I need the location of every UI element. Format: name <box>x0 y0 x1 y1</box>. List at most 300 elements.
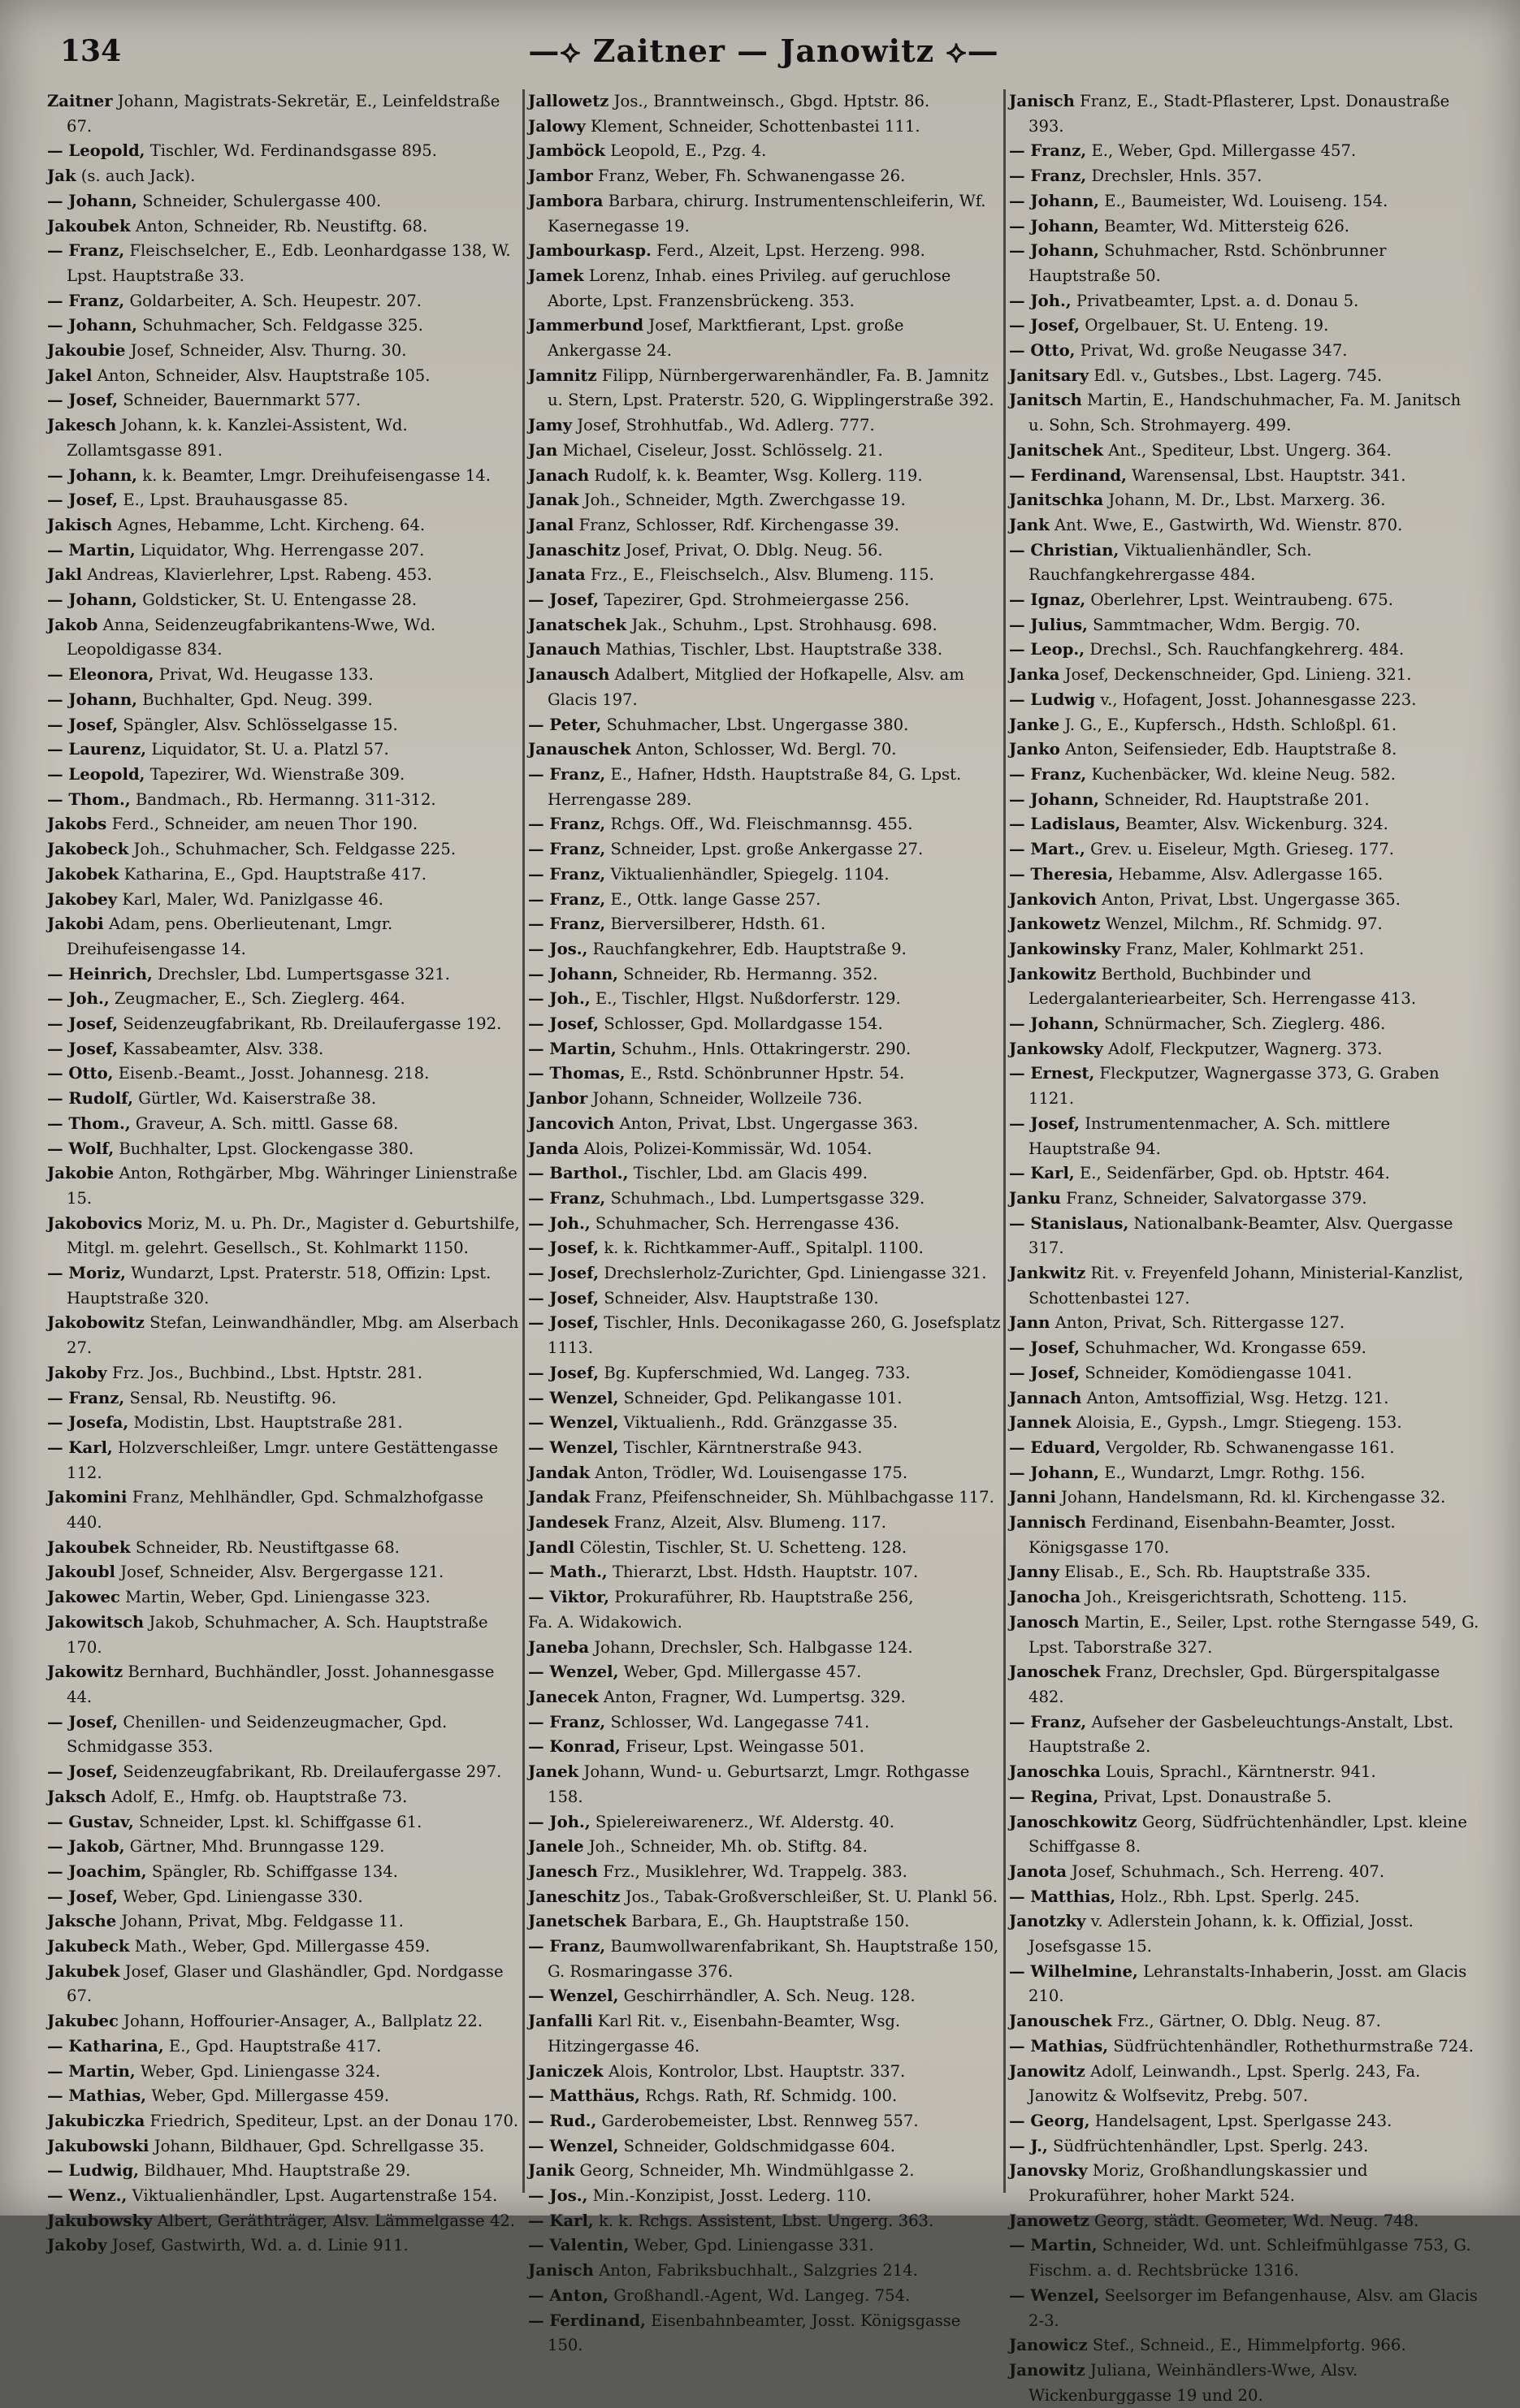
entry-name: Jaksch <box>47 1787 106 1806</box>
entry-name: — Wolf, <box>47 1139 115 1158</box>
entry-name: Jaksche <box>47 1912 117 1931</box>
directory-entry <box>47 1112 520 1137</box>
directory-entry <box>47 1012 520 1037</box>
entry-name: — Joh., <box>1009 291 1072 310</box>
entry-name: Jakobie <box>47 1164 115 1183</box>
entry-name: — Konrad, <box>528 1737 621 1757</box>
entry-details: Schuhmach., Lbd. Lumpertsgasse 329. <box>610 1188 925 1208</box>
entry-name: Janocha <box>1009 1588 1081 1607</box>
entry-details: Baumwollwarenfabrikant, Sh. Hauptstraße 150, G. Rosmaringasse 376. <box>548 1937 999 1981</box>
directory-entry <box>47 1909 520 1935</box>
entry-name: Janowetz <box>1009 2211 1089 2230</box>
entry-details: Johann, Privat, Mbg. Feldgasse 11. <box>121 1912 404 1931</box>
directory-entry <box>528 888 1001 913</box>
entry-details: Friedrich, Spediteur, Lpst. an der Donau 170. <box>149 2111 519 2130</box>
directory-entry <box>1009 1311 1480 1336</box>
entry-name: — Ferdinand, <box>528 2311 646 2330</box>
entry-name: Jakel <box>47 365 93 385</box>
entry-details: Oberlehrer, Lpst. Weintraubeng. 675. <box>1090 590 1393 610</box>
directory-entry <box>528 1610 1001 1636</box>
directory-entry <box>47 364 520 389</box>
entry-details: Weber, Gpd. Liniengasse 330. <box>123 1887 363 1906</box>
entry-details: Schneider, Rd. Hauptstraße 201. <box>1104 789 1370 809</box>
entry-name: — Johann, <box>528 964 619 984</box>
directory-entry <box>1009 837 1480 862</box>
entry-details: Weber, Gpd. Liniengasse 324. <box>140 2061 381 2081</box>
entry-name: — Josef, <box>47 1712 119 1731</box>
entry-name: — Josefa, <box>47 1413 129 1433</box>
entry-name: — Josef, <box>47 1887 119 1906</box>
directory-entry <box>47 1560 520 1585</box>
entry-name: — Martin, <box>1009 2236 1098 2255</box>
directory-entry <box>528 1485 1001 1511</box>
entry-name: — Josef, <box>1009 1338 1080 1358</box>
directory-entry <box>47 1361 520 1386</box>
directory-entry <box>528 1386 1001 1412</box>
directory-entry <box>47 1261 520 1311</box>
directory-entry <box>528 1012 1001 1037</box>
directory-entry <box>1009 1560 1480 1585</box>
directory-entry <box>1009 1461 1480 1486</box>
entry-name: — Josef, <box>47 1762 119 1782</box>
entry-details: Großhandl.-Agent, Wd. Langeg. 754. <box>613 2285 911 2305</box>
entry-details: k. k. Rchgs. Assistent, Lbst. Ungerg. 363. <box>598 2211 934 2230</box>
directory-entry <box>528 1137 1001 1162</box>
directory-entry <box>47 164 520 189</box>
entry-details: Georg, Schneider, Mh. Windmühlgasse 2. <box>579 2161 915 2181</box>
entry-details: Alois, Kontrolor, Lbst. Hauptstr. 337. <box>608 2061 906 2081</box>
entry-details: Josef, Schuhmach., Sch. Herreng. 407. <box>1072 1861 1385 1881</box>
entry-details: E., Weber, Gpd. Millergasse 457. <box>1091 141 1357 161</box>
directory-entry <box>47 1810 520 1835</box>
directory-entry <box>1009 2333 1480 2358</box>
entry-name: — Ludwig <box>1009 690 1096 709</box>
entry-details: Hebamme, Alsv. Adlergasse 165. <box>1118 864 1384 884</box>
entry-name: — Josef, <box>47 391 119 410</box>
entry-name: Jamnitz <box>528 365 597 385</box>
directory-entry <box>528 563 1001 588</box>
entry-details: Garderobemeister, Lbst. Rennweg 557. <box>601 2111 919 2130</box>
directory-entry <box>528 837 1001 862</box>
entry-details: Franz, Maler, Kohlmarkt 251. <box>1125 939 1364 958</box>
directory-entry <box>47 1061 520 1087</box>
entry-details: (s. auch Jack). <box>80 166 196 186</box>
entry-name: — Johann, <box>1009 1014 1100 1034</box>
directory-entry <box>1009 89 1480 139</box>
directory-entry <box>47 413 520 463</box>
entry-name: — Thom., <box>47 1113 131 1133</box>
entry-name: — Josef, <box>528 1239 600 1258</box>
entry-name: — Josef, <box>1009 1363 1080 1382</box>
entry-name: — Franz, <box>528 840 606 859</box>
directory-entry <box>528 638 1001 663</box>
entry-name: Janitschek <box>1009 440 1103 460</box>
entry-name: Jakoubl <box>47 1563 116 1582</box>
directory-entry <box>1009 164 1480 189</box>
entry-name: Jamböck <box>528 141 605 161</box>
directory-entry <box>1009 937 1480 962</box>
entry-details: Adolf, E., Hmfg. ob. Hauptstraße 73. <box>110 1787 408 1806</box>
directory-entry <box>1009 214 1480 240</box>
directory-entry <box>528 1311 1001 1360</box>
entry-name: Jakubowski <box>47 2136 149 2155</box>
directory-entry <box>47 663 520 688</box>
entry-name: Janauch <box>528 640 601 659</box>
entry-name: Janauschek <box>528 740 631 759</box>
entry-details: Johann, Bildhauer, Gpd. Schrellgasse 35. <box>154 2136 485 2155</box>
directory-entry <box>1009 2159 1480 2208</box>
entry-details: Lehranstalts-Inhaberin, Josst. am Glacis 210. <box>1028 1961 1467 2006</box>
entry-name: Jakubek <box>47 1961 120 1981</box>
directory-entry <box>528 464 1001 489</box>
entry-details: Josef, Glaser und Glashändler, Gpd. Nordgasse 67. <box>67 1961 504 2006</box>
entry-name: — Johann, <box>1009 191 1100 210</box>
directory-entry <box>1009 1037 1480 1062</box>
entry-details: Graveur, A. Sch. mittl. Gasse 68. <box>135 1113 399 1133</box>
directory-entry <box>47 1485 520 1535</box>
column-divider <box>1003 89 1006 2193</box>
entry-name: — Franz, <box>1009 141 1087 161</box>
directory-entry <box>528 613 1001 638</box>
directory-entry <box>528 1560 1001 1585</box>
directory-entry <box>1009 464 1480 489</box>
directory-entry <box>47 1785 520 1810</box>
directory-entry <box>47 2233 520 2259</box>
directory-entry <box>47 962 520 988</box>
entry-name: — Wenzel, <box>528 1413 619 1433</box>
entry-details: E., Baumeister, Wd. Louiseng. 154. <box>1104 191 1388 210</box>
directory-entry <box>47 89 520 139</box>
entry-details: Goldarbeiter, A. Sch. Heupestr. 207. <box>129 291 422 310</box>
entry-details: Gärtner, Mhd. Brunngasse 129. <box>129 1837 385 1857</box>
entry-details: Grev. u. Eiseleur, Mgth. Grieseg. 177. <box>1090 840 1395 859</box>
directory-entry <box>528 862 1001 888</box>
entry-details: Viktualienhändler, Lpst. Augartenstraße 154. <box>132 2186 498 2206</box>
entry-details: Bierversilberer, Hdsth. 61. <box>610 914 826 934</box>
entry-name: — Karl, <box>47 1437 113 1457</box>
directory-entry <box>528 488 1001 513</box>
directory-entry <box>528 2209 1001 2234</box>
directory-entry <box>1009 962 1480 1012</box>
directory-entry <box>528 1885 1001 1910</box>
entry-name: Jakoby <box>47 1363 107 1382</box>
entry-details: Franz, Mehlhändler, Gpd. Schmalzhofgasse 440. <box>67 1488 483 1533</box>
entry-name: — Georg, <box>1009 2111 1090 2130</box>
entry-name: Jakubowsky <box>47 2211 153 2230</box>
directory-entry <box>1009 788 1480 813</box>
entry-name: — Ernest, <box>1009 1064 1095 1083</box>
entry-details: Weber, Gpd. Millergasse 459. <box>151 2086 390 2106</box>
entry-name: Jakobi <box>47 914 104 934</box>
directory-entry <box>1009 1012 1480 1037</box>
entry-name: — Wenzel, <box>528 1986 619 2006</box>
directory-entry <box>47 1436 520 1485</box>
directory-entry <box>528 2309 1001 2358</box>
directory-entry <box>1009 2284 1480 2333</box>
entry-name: Jancovich <box>528 1113 615 1133</box>
entry-details: Seelsorger im Befangenhause, Alsv. am Glacis 2-3. <box>1028 2285 1478 2330</box>
entry-details: Orgelbauer, St. U. Enteng. 19. <box>1085 316 1329 335</box>
entry-name: — Jos., <box>528 939 588 958</box>
entry-details: v. Adlerstein Johann, k. k. Offizial, Josst. Josefsgasse 15. <box>1028 1912 1414 1956</box>
entry-name: Janeschitz <box>528 1887 621 1906</box>
directory-entry <box>528 1461 1001 1486</box>
entry-name: — Josef, <box>47 1014 119 1034</box>
directory-entry <box>1009 812 1480 837</box>
entry-name: — Josef, <box>47 715 119 734</box>
directory-entry <box>47 1835 520 1860</box>
entry-name: — Josef, <box>1009 1113 1080 1133</box>
entry-name: — Franz, <box>528 914 606 934</box>
entry-name: — Josef, <box>528 590 600 610</box>
directory-entry <box>528 1585 1001 1610</box>
directory-entry <box>528 364 1001 413</box>
entry-details: Privat, Wd. große Neugasse 347. <box>1080 341 1348 361</box>
entry-name: Jallowetz <box>528 92 609 110</box>
entry-name: Janak <box>528 491 579 510</box>
entry-details: Südfrüchtenhändler, Lpst. Sperlg. 243. <box>1053 2136 1369 2155</box>
entry-details: Fleckputzer, Wagnergasse 373, G. Graben 1121. <box>1028 1064 1440 1109</box>
entry-details: E., Ottk. lange Gasse 257. <box>610 889 821 909</box>
entry-details: Joh., Schuhmacher, Sch. Feldgasse 225. <box>133 840 457 859</box>
entry-name: — Johann, <box>1009 789 1100 809</box>
directory-entry <box>1009 1112 1480 1161</box>
directory-entry <box>47 2159 520 2184</box>
directory-entry <box>1009 1261 1480 1311</box>
directory-entry <box>528 1187 1001 1212</box>
entry-name: Janko <box>1009 740 1060 759</box>
entry-details: Anton, Schneider, Rb. Neustiftg. 68. <box>135 216 428 236</box>
directory-entry <box>1009 1785 1480 1810</box>
entry-name: Janny <box>1009 1563 1059 1582</box>
directory-entry <box>528 2009 1001 2059</box>
entry-details: Josef, Schneider, Alsv. Thurng. 30. <box>130 341 407 361</box>
entry-details: Jak., Schuhm., Lpst. Strohhausg. 698. <box>631 615 938 634</box>
directory-entry <box>1009 2009 1480 2034</box>
directory-entry <box>528 1685 1001 1710</box>
entry-name: — Leopold, <box>47 141 145 161</box>
entry-details: Ant., Spediteur, Lbst. Ungerg. 364. <box>1108 440 1392 460</box>
directory-entry <box>528 812 1001 837</box>
entry-details: Bildhauer, Mhd. Hauptstraße 29. <box>144 2161 411 2181</box>
directory-entry <box>1009 1361 1480 1386</box>
entry-details: Georg, städt. Geometer, Wd. Neug. 748. <box>1094 2211 1419 2230</box>
entry-details: Franz, Weber, Fh. Schwanengasse 26. <box>598 166 906 186</box>
directory-entry <box>528 513 1001 538</box>
entry-name: — Barthol., <box>528 1164 629 1183</box>
entry-details: Leopold, E., Pzg. 4. <box>610 141 767 161</box>
directory-entry <box>47 214 520 240</box>
directory-entry <box>528 1860 1001 1885</box>
entry-name: Jandl <box>528 1537 575 1557</box>
entry-name: Janetschek <box>528 1912 626 1931</box>
entry-details: Adalbert, Mitglied der Hofkapelle, Alsv. am Glacis 197. <box>548 665 964 709</box>
entry-details: Franz, Schlosser, Rdf. Kirchengasse 39. <box>578 515 899 534</box>
entry-name: Janovsky <box>1009 2161 1088 2181</box>
entry-details: Adolf, Fleckputzer, Wagnerg. 373. <box>1107 1039 1383 1058</box>
entry-details: Drechsler, Lbd. Lumpertsgasse 321. <box>158 964 450 984</box>
entry-details: Louis, Sprachl., Kärntnerstr. 941. <box>1106 1762 1376 1782</box>
entry-details: Buchhalter, Lpst. Glockengasse 380. <box>119 1139 414 1158</box>
entry-name: — Jos., <box>528 2186 588 2206</box>
directory-entry <box>47 488 520 513</box>
directory-entry <box>47 1037 520 1062</box>
entry-name: — Otto, <box>1009 341 1076 361</box>
entry-details: Spielereiwarenerz., Wf. Alderstg. 40. <box>595 1812 894 1831</box>
directory-entry <box>47 1760 520 1785</box>
directory-entry <box>528 1909 1001 1935</box>
entry-name: Janowitz <box>1009 2360 1085 2380</box>
entry-details: Viktualienhändler, Sch. Rauchfangkehrergasse 484. <box>1028 540 1312 585</box>
directory-entry <box>1009 1885 1480 1910</box>
entry-details: Math., Weber, Gpd. Millergasse 459. <box>134 1937 431 1956</box>
entry-details: Joh., Kreisgerichtsrath, Schotteng. 115. <box>1085 1588 1407 1607</box>
entry-name: Jambor <box>528 166 593 186</box>
directory-entry <box>528 2233 1001 2259</box>
entry-details: Spängler, Alsv. Schlösselgasse 15. <box>123 715 398 734</box>
entry-details: Rchgs. Off., Wd. Fleischmannsg. 455. <box>610 815 913 834</box>
directory-entry <box>47 1087 520 1112</box>
entry-name: Jakubeck <box>47 1937 130 1956</box>
directory-entry <box>1009 1810 1480 1860</box>
directory-entry <box>528 2184 1001 2209</box>
entry-name: — Johann, <box>47 590 138 610</box>
entry-name: Jann <box>1009 1313 1050 1333</box>
directory-entry <box>528 1286 1001 1312</box>
entry-name: — Franz, <box>528 1937 606 1956</box>
entry-details: Friseur, Lpst. Weingasse 501. <box>626 1737 865 1757</box>
entry-details: Schuhmacher, Wd. Krongasse 659. <box>1085 1338 1367 1358</box>
entry-name: — Wenzel, <box>528 1437 619 1457</box>
directory-entry <box>47 737 520 763</box>
directory-entry <box>1009 488 1480 513</box>
entry-details: Schlosser, Wd. Langegasse 741. <box>610 1712 870 1731</box>
entry-name: Jakowec <box>47 1588 120 1607</box>
entry-details: Karl, Maler, Wd. Panizlgasse 46. <box>122 889 384 909</box>
directory-entry <box>47 1137 520 1162</box>
entry-name: — Ferdinand, <box>1009 465 1127 485</box>
entry-name: Jalowy <box>528 116 586 136</box>
entry-name: — Martin, <box>47 540 136 560</box>
entry-details: Bandmach., Rb. Hermanng. 311-312. <box>135 789 436 809</box>
entry-details: Instrumentenmacher, A. Sch. mittlere Hauptstraße 94. <box>1028 1113 1391 1158</box>
entry-details: Ant. Wwe, E., Gastwirth, Wd. Wienstr. 870. <box>1054 515 1403 534</box>
directory-entry <box>1009 2233 1480 2283</box>
entry-name: Jan <box>528 440 558 460</box>
directory-entry <box>528 1411 1001 1436</box>
entry-name: Janik <box>528 2161 575 2181</box>
directory-entry <box>528 115 1001 140</box>
entry-details: Anna, Seidenzeugfabrikantens-Wwe, Wd. Leopoldigasse 834. <box>67 615 436 659</box>
entry-name: — Otto, <box>47 1064 114 1083</box>
entry-name: — Mathias, <box>47 2086 147 2106</box>
entry-name: — Math., <box>528 1563 608 1582</box>
entry-details: Anton, Privat, Lbst. Ungergasse 365. <box>1102 889 1401 909</box>
directory-column-3 <box>1009 89 1480 2405</box>
entry-name: — Regina, <box>1009 1787 1099 1806</box>
directory-entry <box>47 1212 520 1261</box>
directory-entry <box>1009 289 1480 314</box>
entry-details: k. k. Beamter, Lmgr. Dreihufeisengasse 14. <box>142 465 491 485</box>
directory-entry <box>1009 2109 1480 2134</box>
entry-name: Janitsch <box>1009 391 1082 410</box>
directory-entry <box>47 289 520 314</box>
entry-details: Anton, Privat, Lbst. Ungergasse 363. <box>619 1113 919 1133</box>
entry-name: Janfalli <box>528 2012 593 2031</box>
directory-entry <box>1009 2209 1480 2234</box>
entry-name: Jakobek <box>47 864 119 884</box>
entry-name: — Franz, <box>1009 166 1087 186</box>
directory-entry <box>47 912 520 962</box>
directory-entry <box>1009 1187 1480 1212</box>
entry-name: — Josef, <box>47 491 119 510</box>
directory-entry <box>47 837 520 862</box>
entry-name: — Franz, <box>528 815 606 834</box>
entry-details: Min.-Konzipist, Josst. Lederg. 110. <box>592 2186 872 2206</box>
entry-details: Jakob, Schuhmacher, A. Sch. Hauptstraße 170. <box>67 1612 488 1657</box>
entry-details: Thierarzt, Lbst. Hdsth. Hauptstr. 107. <box>612 1563 919 1582</box>
entry-name: Jakubiczka <box>47 2111 145 2130</box>
directory-entry <box>528 1835 1001 1860</box>
entry-details: Schneider, Wd. unt. Schleifmühlgasse 753, G. Fischm. a. d. Rechtsbrücke 1316. <box>1028 2236 1471 2280</box>
directory-entry <box>1009 1411 1480 1436</box>
directory-entry <box>1009 1585 1480 1610</box>
directory-entry <box>528 1636 1001 1661</box>
entry-name: — Joh., <box>528 1812 591 1831</box>
entry-name: — Josef, <box>1009 316 1080 335</box>
entry-name: — Franz, <box>528 764 606 784</box>
entry-name: — Theresia, <box>1009 864 1114 884</box>
entry-name: — Anton, <box>528 2285 609 2305</box>
entry-details: Nationalbank-Beamter, Alsv. Quergasse 317. <box>1028 1213 1453 1258</box>
entry-details: Ferd., Alzeit, Lpst. Herzeng. 998. <box>656 241 925 261</box>
directory-entry <box>528 139 1001 164</box>
directory-entry <box>47 613 520 663</box>
directory-entry <box>47 339 520 364</box>
entry-details: Frz., Gärtner, O. Dblg. Neug. 87. <box>1117 2012 1381 2031</box>
directory-entry <box>528 663 1001 712</box>
entry-details: Tapezirer, Gpd. Strohmeiergasse 256. <box>604 590 910 610</box>
entry-name: — Karl, <box>528 2211 594 2230</box>
entry-details: Johann, Schneider, Wollzeile 736. <box>592 1089 863 1109</box>
entry-details: Moriz, Großhandlungskassier und Prokuraführer, hoher Markt 524. <box>1028 2161 1368 2206</box>
directory-entry <box>528 2084 1001 2109</box>
directory-entry <box>528 2134 1001 2159</box>
directory-entry <box>528 1810 1001 1835</box>
directory-entry <box>47 239 520 288</box>
entry-details: Alois, Polizei-Kommissär, Wd. 1054. <box>583 1139 873 1158</box>
entry-name: Jambourkasp. <box>528 241 652 261</box>
entry-details: Filipp, Nürnbergerwarenhändler, Fa. B. Jamnitz u. Stern, Lpst. Praterstr. 520, G. Wipplingerstraße 392. <box>548 365 994 410</box>
directory-entry <box>47 313 520 339</box>
entry-details: Edl. v., Gutsbes., Lbst. Lagerg. 745. <box>1093 365 1383 385</box>
entry-name: Jakoubek <box>47 1537 131 1557</box>
entry-name: Jankwitz <box>1009 1264 1086 1283</box>
entry-details: Drechsler, Hnls. 357. <box>1091 166 1262 186</box>
directory-entry <box>47 2134 520 2159</box>
entry-name: Jankowetz <box>1009 914 1101 934</box>
entry-name: Janni <box>1009 1488 1056 1507</box>
entry-details: Handelsagent, Lpst. Sperlgasse 243. <box>1094 2111 1392 2130</box>
entry-name: Jakob <box>47 615 98 634</box>
entry-name: Janota <box>1009 1861 1067 1881</box>
entry-details: Johann, k. k. Kanzlei-Assistent, Wd. Zollamtsgasse 891. <box>67 416 408 460</box>
entry-details: Stef., Schneid., E., Himmelpfortg. 966. <box>1092 2336 1406 2355</box>
entry-name: Jakoubie <box>47 341 126 361</box>
entry-name: Janke <box>1009 715 1060 734</box>
entry-name: — Josef, <box>528 1313 600 1333</box>
entry-name: Jannach <box>1009 1388 1082 1407</box>
